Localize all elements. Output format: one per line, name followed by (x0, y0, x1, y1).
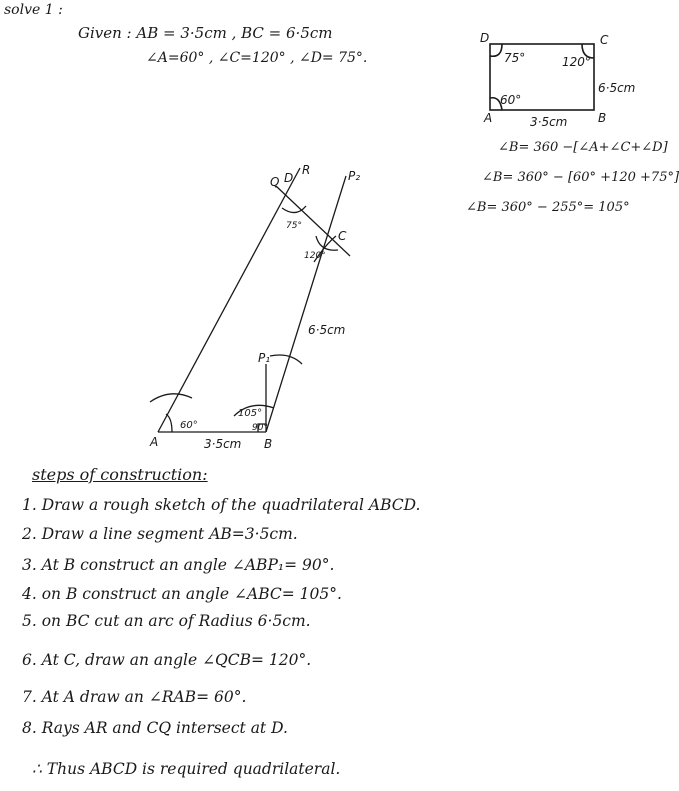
side-bc: 6·5cm (308, 323, 346, 337)
given-angles: ∠A=60° , ∠C=120° , ∠D= 75°. (146, 50, 368, 66)
construction-drawing (150, 168, 350, 432)
step-2: 2. Draw a line segment AB=3·5cm. (22, 525, 298, 543)
calc-line-3: ∠B= 360° − 255°= 105° (466, 200, 630, 215)
rough-label-b: B (598, 111, 607, 125)
angle-d: 75° (286, 221, 302, 231)
conclusion: ∴ Thus ABCD is required quadrilateral. (32, 760, 341, 778)
solve-heading: solve 1 : (4, 2, 63, 18)
rough-label-c: C (600, 33, 609, 47)
label-b: B (264, 437, 273, 451)
step-8: 8. Rays AR and CQ intersect at D. (22, 719, 288, 737)
step-5: 5. on BC cut an arc of Radius 6·5cm. (22, 612, 311, 630)
label-c: C (338, 229, 347, 243)
label-p1: P₁ (258, 351, 271, 365)
arc-a-60 (150, 394, 192, 402)
rough-label-d: D (480, 31, 490, 45)
step-3: 3. At B construct an angle ∠ABP₁= 90°. (22, 556, 335, 574)
steps-title: steps of construction: (32, 465, 208, 484)
calc-line-1: ∠B= 360 −[∠A+∠C+∠D] (498, 140, 668, 155)
label-q: Q (270, 175, 280, 189)
label-r: R (302, 163, 311, 177)
given-sides: Given : AB = 3·5cm , BC = 6·5cm (78, 24, 333, 42)
rough-angle-arc-d (490, 44, 502, 56)
side-ab: 3·5cm (204, 437, 242, 451)
rough-side-ab: 3·5cm (530, 115, 568, 129)
step-1: 1. Draw a rough sketch of the quadrilateral ABCD. (22, 496, 421, 514)
rough-side-bc: 6·5cm (598, 81, 636, 95)
angle-c: 120° (304, 251, 326, 261)
arc-b-construct (270, 355, 302, 364)
rough-angle-c: 120° (562, 55, 591, 69)
label-p2: P₂ (348, 169, 361, 183)
angle-b-right: 90° (252, 423, 268, 433)
rough-angle-d: 75° (504, 51, 526, 65)
label-d: D (284, 171, 294, 185)
step-4: 4. on B construct an angle ∠ABC= 105°. (22, 585, 342, 603)
calc-line-2: ∠B= 360° − [60° +120 +75°] (482, 170, 679, 185)
angle-b: 105° (238, 408, 263, 419)
rough-label-a: A (484, 111, 493, 125)
step-6: 6. At C, draw an angle ∠QCB= 120°. (22, 651, 312, 669)
label-a: A (150, 435, 159, 449)
step-7: 7. At A draw an ∠RAB= 60°. (22, 688, 247, 706)
angle-a: 60° (180, 420, 198, 431)
rough-angle-a: 60° (500, 93, 522, 107)
